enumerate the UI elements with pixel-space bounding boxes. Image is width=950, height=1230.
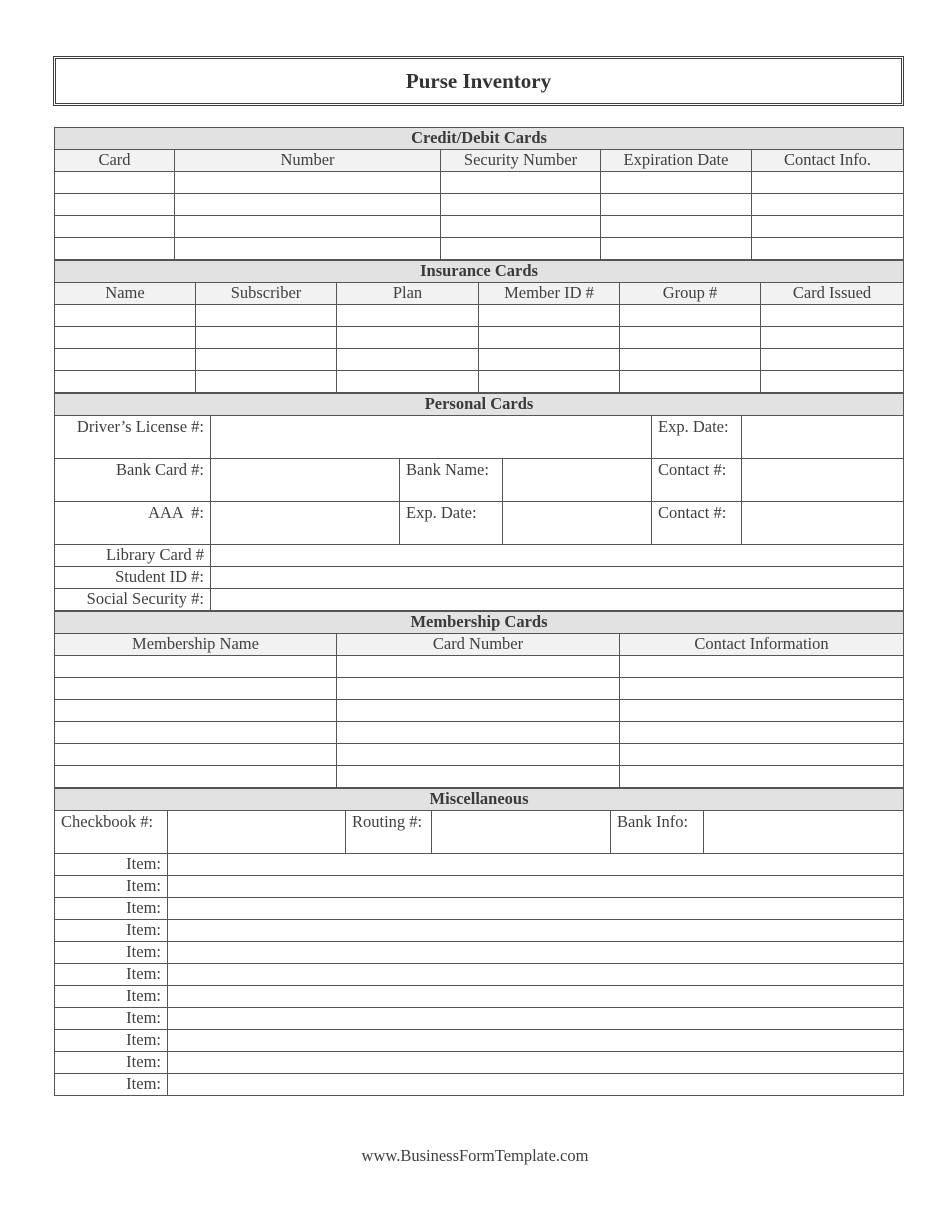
checkbook-field[interactable] — [168, 811, 346, 854]
item-row — [55, 964, 904, 986]
table-row — [55, 744, 904, 766]
form-cell[interactable] — [55, 349, 196, 371]
form-cell[interactable] — [601, 194, 752, 216]
form-cell[interactable] — [55, 678, 337, 700]
form-cell[interactable] — [761, 305, 904, 327]
credit-debit-table — [54, 127, 904, 260]
bank-card-row — [55, 459, 904, 502]
form-cell[interactable] — [337, 722, 620, 744]
item-field[interactable] — [168, 1074, 904, 1096]
form-cell[interactable] — [761, 349, 904, 371]
item-label: Item: — [55, 920, 168, 942]
item-row — [55, 986, 904, 1008]
form-cell[interactable] — [620, 700, 904, 722]
item-label: Item: — [55, 898, 168, 920]
library-card-row — [55, 545, 904, 567]
item-row — [55, 898, 904, 920]
checkbook-row — [55, 811, 904, 854]
item-row — [55, 1008, 904, 1030]
column-header: Expiration Date — [601, 150, 752, 172]
column-header: Security Number — [441, 150, 601, 172]
form-cell[interactable] — [337, 371, 479, 393]
bank-card-label: Bank Card #: — [55, 459, 211, 502]
misc-table — [54, 788, 904, 1096]
column-header: Card Issued — [761, 283, 904, 305]
social-security-field[interactable] — [211, 589, 904, 611]
aaa-exp-date-field[interactable] — [503, 502, 652, 545]
form-cell[interactable] — [337, 349, 479, 371]
contact-label: Contact #: — [652, 459, 742, 502]
item-label: Item: — [55, 1030, 168, 1052]
bank-name-label: Bank Name: — [400, 459, 503, 502]
personal-table — [54, 393, 904, 611]
form-cell[interactable] — [55, 744, 337, 766]
form-cell[interactable] — [479, 349, 620, 371]
column-header: Number — [175, 150, 441, 172]
form-cell[interactable] — [337, 744, 620, 766]
form-cell[interactable] — [601, 238, 752, 260]
item-field[interactable] — [168, 1052, 904, 1074]
item-field[interactable] — [168, 898, 904, 920]
form-cell[interactable] — [761, 371, 904, 393]
table-row — [55, 766, 904, 788]
form-cell[interactable] — [620, 766, 904, 788]
bank-card-field[interactable] — [211, 459, 400, 502]
table-row — [55, 194, 904, 216]
form-cell[interactable] — [55, 722, 337, 744]
column-header: Contact Info. — [752, 150, 904, 172]
form-cell[interactable] — [55, 194, 175, 216]
item-row — [55, 942, 904, 964]
table-row — [55, 678, 904, 700]
table-row — [55, 172, 904, 194]
table-row — [55, 305, 904, 327]
column-header: Plan — [337, 283, 479, 305]
exp-date-label: Exp. Date: — [652, 416, 742, 459]
drivers-license-label: Driver’s License #: — [55, 416, 211, 459]
student-id-label: Student ID #: — [55, 567, 211, 589]
item-label: Item: — [55, 986, 168, 1008]
form-cell[interactable] — [479, 327, 620, 349]
item-row — [55, 1074, 904, 1096]
aaa-row — [55, 502, 904, 545]
checkbook-label: Checkbook #: — [55, 811, 168, 854]
form-cell[interactable] — [337, 700, 620, 722]
column-header: Membership Name — [55, 634, 337, 656]
drivers-license-field[interactable] — [211, 416, 652, 459]
insurance-table — [54, 260, 904, 393]
column-header: Name — [55, 283, 196, 305]
table-row — [55, 327, 904, 349]
bank-info-label: Bank Info: — [611, 811, 704, 854]
table-row — [55, 656, 904, 678]
form-cell[interactable] — [337, 678, 620, 700]
form-cell[interactable] — [620, 678, 904, 700]
form-cell[interactable] — [55, 327, 196, 349]
item-label: Item: — [55, 964, 168, 986]
form-cell[interactable] — [752, 172, 904, 194]
form-cell[interactable] — [196, 349, 337, 371]
bank-name-field[interactable] — [503, 459, 652, 502]
item-field[interactable] — [168, 920, 904, 942]
form-cell[interactable] — [55, 371, 196, 393]
social-security-row — [55, 589, 904, 611]
insurance-header-row — [55, 283, 904, 305]
membership-table — [54, 611, 904, 788]
item-label: Item: — [55, 854, 168, 876]
personal-heading: Personal Cards — [55, 394, 904, 416]
form-cell[interactable] — [175, 172, 441, 194]
membership-header-row — [55, 634, 904, 656]
footer-url: www.BusinessFormTemplate.com — [361, 1146, 589, 1165]
aaa-label: AAA #: — [55, 502, 211, 545]
aaa-contact-field[interactable] — [742, 502, 904, 545]
routing-field[interactable] — [432, 811, 611, 854]
contact-field[interactable] — [742, 459, 904, 502]
student-id-field[interactable] — [211, 567, 904, 589]
title-box — [53, 56, 904, 106]
aaa-contact-label: Contact #: — [652, 502, 742, 545]
misc-heading: Miscellaneous — [55, 789, 904, 811]
item-field[interactable] — [168, 1030, 904, 1052]
table-row — [55, 349, 904, 371]
library-card-field[interactable] — [211, 545, 904, 567]
column-header: Subscriber — [196, 283, 337, 305]
item-row — [55, 876, 904, 898]
form-cell[interactable] — [601, 172, 752, 194]
form-cell[interactable] — [337, 766, 620, 788]
column-header: Card — [55, 150, 175, 172]
drivers-license-row — [55, 416, 904, 459]
form-cell[interactable] — [441, 172, 601, 194]
form-cell[interactable] — [196, 327, 337, 349]
student-id-row — [55, 567, 904, 589]
insurance-heading: Insurance Cards — [55, 261, 904, 283]
form-cell[interactable] — [441, 216, 601, 238]
form-cell[interactable] — [55, 172, 175, 194]
form-cell[interactable] — [337, 327, 479, 349]
column-header: Card Number — [337, 634, 620, 656]
exp-date-field[interactable] — [742, 416, 904, 459]
form-cell[interactable] — [55, 216, 175, 238]
form-cell[interactable] — [752, 216, 904, 238]
bank-info-field[interactable] — [704, 811, 904, 854]
form-cell[interactable] — [479, 305, 620, 327]
form-cell[interactable] — [55, 656, 337, 678]
item-label: Item: — [55, 876, 168, 898]
item-label: Item: — [55, 1008, 168, 1030]
table-row — [55, 700, 904, 722]
table-row — [55, 722, 904, 744]
form-cell[interactable] — [55, 238, 175, 260]
item-row — [55, 1030, 904, 1052]
library-card-label: Library Card # — [55, 545, 211, 567]
item-row — [55, 920, 904, 942]
form-cell[interactable] — [620, 656, 904, 678]
item-field[interactable] — [168, 964, 904, 986]
membership-heading: Membership Cards — [55, 612, 904, 634]
form-cell[interactable] — [752, 194, 904, 216]
item-field[interactable] — [168, 854, 904, 876]
form-cell[interactable] — [337, 305, 479, 327]
purse-inventory-form — [54, 127, 903, 1096]
credit-debit-header-row — [55, 150, 904, 172]
item-label: Item: — [55, 1074, 168, 1096]
item-label: Item: — [55, 1052, 168, 1074]
form-cell[interactable] — [620, 744, 904, 766]
form-cell[interactable] — [620, 722, 904, 744]
table-row — [55, 371, 904, 393]
routing-label: Routing #: — [346, 811, 432, 854]
form-cell[interactable] — [620, 349, 761, 371]
form-cell[interactable] — [620, 305, 761, 327]
page-title: Purse Inventory — [405, 68, 552, 93]
form-cell[interactable] — [175, 238, 441, 260]
form-cell[interactable] — [441, 194, 601, 216]
form-cell[interactable] — [55, 766, 337, 788]
form-cell[interactable] — [752, 238, 904, 260]
form-cell[interactable] — [479, 371, 620, 393]
item-row — [55, 1052, 904, 1074]
table-row — [55, 238, 904, 260]
form-cell[interactable] — [337, 656, 620, 678]
item-label: Item: — [55, 942, 168, 964]
column-header: Group # — [620, 283, 761, 305]
credit-debit-heading: Credit/Debit Cards — [55, 128, 904, 150]
form-cell[interactable] — [620, 327, 761, 349]
column-header: Member ID # — [479, 283, 620, 305]
column-header: Contact Information — [620, 634, 904, 656]
form-cell[interactable] — [601, 216, 752, 238]
form-cell[interactable] — [55, 700, 337, 722]
form-cell[interactable] — [620, 371, 761, 393]
table-row — [55, 216, 904, 238]
aaa-exp-date-label: Exp. Date: — [400, 502, 503, 545]
form-cell[interactable] — [196, 371, 337, 393]
aaa-field[interactable] — [211, 502, 400, 545]
form-cell[interactable] — [761, 327, 904, 349]
item-field[interactable] — [168, 876, 904, 898]
form-cell[interactable] — [196, 305, 337, 327]
item-field[interactable] — [168, 942, 904, 964]
form-cell[interactable] — [175, 194, 441, 216]
form-cell[interactable] — [441, 238, 601, 260]
item-field[interactable] — [168, 986, 904, 1008]
item-field[interactable] — [168, 1008, 904, 1030]
form-cell[interactable] — [55, 305, 196, 327]
form-cell[interactable] — [175, 216, 441, 238]
item-row — [55, 854, 904, 876]
social-security-label: Social Security #: — [55, 589, 211, 611]
